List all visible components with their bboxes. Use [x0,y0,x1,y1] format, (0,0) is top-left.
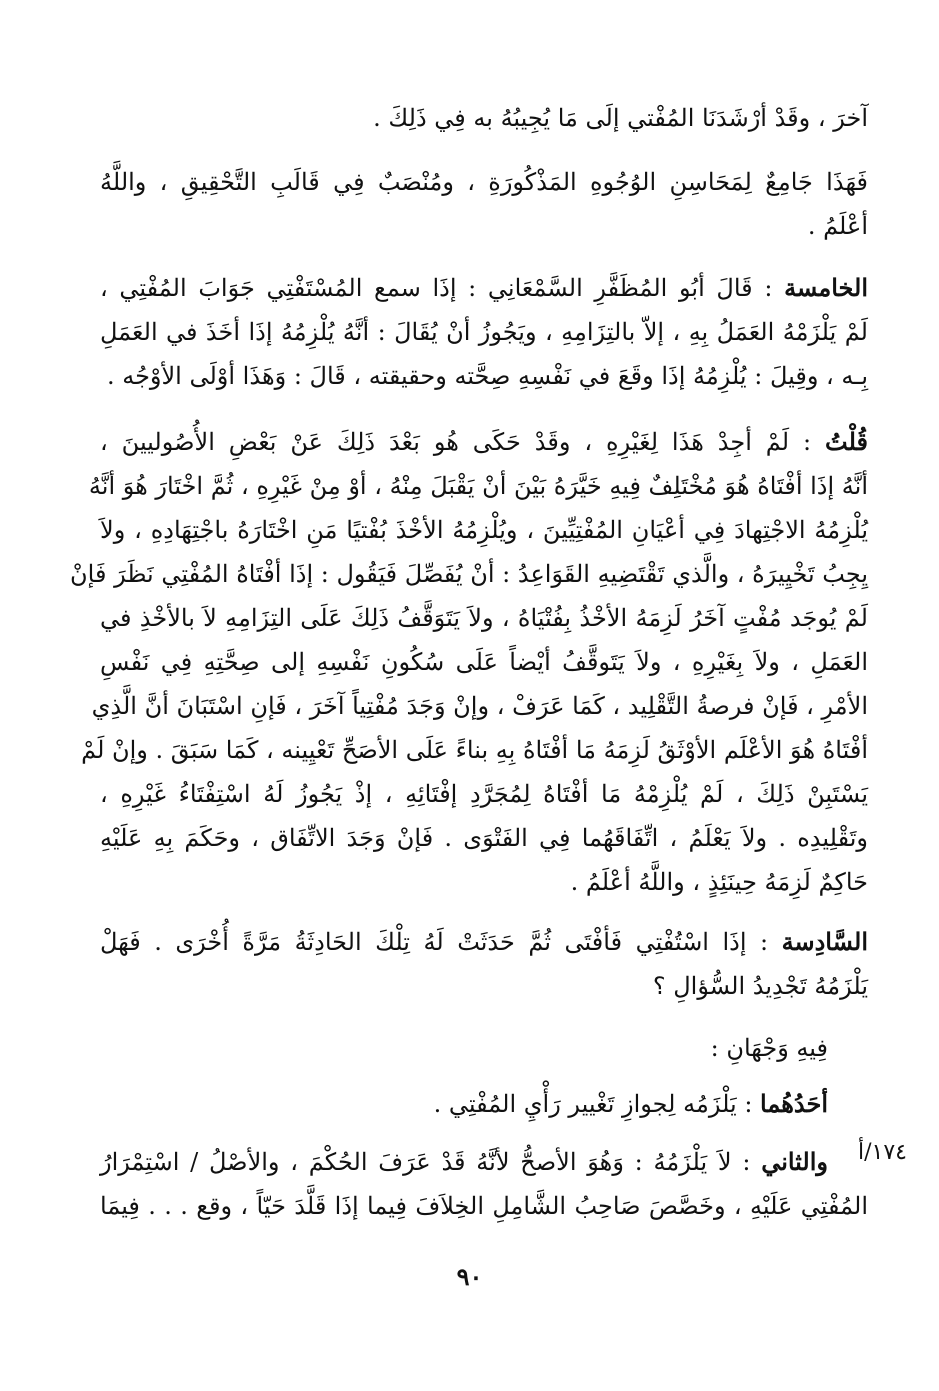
paragraph-sixth [100,920,868,1008]
text-line [100,920,868,964]
text-run: : إذَا اسْتُفْتِي فَأفْتَى ثُمَّ حَدَثَتْ لَهُ تِلْكَ الحَادِثَةُ مَرَّةً أُخْرَى . فَهَلْ [100,928,782,956]
section-keyword: السَّادِسة [781,927,868,956]
paragraph-fifth [100,266,868,398]
manuscript-folio-note: ١٧٤/أ [858,1140,907,1165]
text-run: : لاَ يَلْزَمُهُ : وَهُوَ الأصحُّ لأنَّهُ قَدْ عَرَفَ الحُكْمَ ، والأصْلُ / اسْتِمْرَارُ [100,1148,762,1176]
text-line: حَاكِمٌ لَزِمَهُ حِينَئِذٍ ، واللَّهُ أعْلَمُ . [570,868,868,896]
text-line: يَسْتَبِنْ ذَلِكَ ، لَمْ يُلْزِمْهُ مَا أفْتَاهُ لِمُجَرَّدِ إفْتَائِهِ ، إذْ يَجُوزُ لَهُ اسْتِفْتَاءُ غَيْرِهِ ، [100,780,868,808]
text-block-5 [100,920,868,1008]
text-line: وتَقْلِيدِه . ولاَ يَعْلَمُ ، اتِّفَاقَهُما فِي الفَتْوَى . فَإنْ وَجَدَ الاتِّفَاق ، وحَكَمَ بِهِ عَلَيْهِ [100,824,868,852]
text-line [100,1082,828,1126]
paragraph-second-view [100,1140,868,1228]
text-line: العَمَلِ ، ولاَ بِغَيْرِهِ ، ولاَ يَتَوقَّفُ أيْضاً عَلَى سُكُونِ نَفْسِهِ إلى صِحَّتِهِ فِي نَفْسِ [100,648,868,676]
text-block-6 [100,1026,868,1070]
paragraph-2 [100,160,868,248]
text-block-3 [100,266,868,398]
text-line [100,266,868,310]
page-number: ٩٠ [456,1262,483,1291]
text-block-7 [100,1082,868,1126]
text-line: أنَّهُ إذَا أفْتَاهُ هُوَ مُخْتَلِفٌ فِيهِ خَيَّرَهُ بَيْنَ أنْ يَقْبَلَ مِنْهُ ، أوْ مِنْ غَيْرِهِ ، ثُمَّ اخْتَارَ هُوَ أنَّهُ [88,472,868,500]
text-line [100,1140,868,1184]
text-line: أفْتَاهُ هُوَ الأعْلَم الأوْثَقُ لَزِمَهُ مَا أفْتَاهُ بِهِ بناءً عَلَى الأصَحِّ تَعْيِينه ، كَمَا سَبَقَ . وإنْ لَمْ [81,736,868,764]
section-keyword: قُلْتُ [825,427,869,456]
text-run: : يَلْزَمُه لِجوازِ تَغْيير رَأْيِ المُفْتِي . [433,1090,761,1118]
paragraph-two-views [100,1026,868,1070]
text-line: يُلْزِمُهُ الاجْتِهادَ فِي أعْيَانِ المُفْتِيِّينَ ، ويُلْزِمُهُ الأخْذَ بُفْتيًا مَنِ اخْتَارَهُ باجْتِهَادِهِ ، ولاَ [100,516,868,544]
text-run: : لَمْ أجِدْ هَذَا لِغَيْرِهِ ، وقَدْ حَكَى هُو بَعْدَ ذَلِكَ عَنْ بَعْضِ الأُصُوليينَ ، [100,428,826,456]
text-run: : قَالَ أبُو المُظَفَّرِ السَّمْعَانِي : إذَا سمع المُسْتَفْتِي جَوَابَ المُفْتِي ، [100,274,785,302]
paragraph-1 [100,96,868,140]
text-line: لَمْ يُوجَد مُفْتٍ آخَرُ لَزِمَهُ الأخْذُ بِفُتْيَاهُ ، ولاَ يَتَوَقَّفُ ذَلِكَ عَلَى التِزَامِهِ لاَ بالأخْذِ في [100,604,868,632]
text-line: آخرَ ، وقَدْ أرْشَدَنَا المُفْتي إلَى مَا يُجِيبُهُ به فِي ذَلِكَ . [373,104,868,132]
text-block-4 [70,420,869,904]
text-line: أعْلَمُ . [807,212,868,240]
text-line [100,420,868,464]
section-keyword: والثاني [761,1147,828,1176]
text-block-1 [100,96,868,140]
text-line: لَمْ يَلْزَمْهُ العَمَلُ بِهِ ، إلاّ بالتِزَامِهِ ، ويَجُوزُ أنْ يُقَالَ : أنَّهُ يُلْزِمُهُ إذَا أخَذَ في العَمَلِ [100,318,868,346]
text-line: فَهَذَا جَامِعٌ لِمَحَاسِنِ الوُجُوهِ المَذْكُورَةِ ، ومُنْصَبٌ فِي قَالَبِ التَّحْقِيقِ ، واللَّهُ [100,168,868,196]
section-keyword: أحَدُهُما [760,1089,828,1118]
text-line: فِيهِ وَجْهَانِ : [710,1034,828,1062]
paragraph-qultu [70,420,869,904]
text-line: يِجِبُ تَخْيِيرَهُ ، والَّذي تَقْتَضِيهِ القَوَاعِدُ : أنْ يُفَصِّلَ فَيَقُول : إذَا أفْتَاهُ المُفْتِي نَظَرَ فَإنْ [70,560,868,588]
text-line: يَلْزَمُهُ تَجْدِيدُ السُّؤالِ ؟ [652,972,868,1000]
section-keyword: الخامسة [784,273,868,302]
text-line: الأمْرِ ، فَإنْ فرصةُ التَّقْلِيد ، كَمَا عَرَفْ ، وإنْ وَجَدَ مُفْتِياً آخَرَ ، فَإنِ اسْتَبَانَ أنَّ الَّذِي [91,692,868,720]
text-line: المُفْتِي عَلَيْهِ ، وخَصَّصَ صَاحِبُ الشَّامِلِ الخِلاَفَ فِيما إذَا قَلَّدَ حَيّاً ، وقع . . . فِيمَا [100,1192,868,1220]
paragraph-first-view [100,1082,868,1126]
text-block-2 [100,160,868,248]
text-block-8 [100,1140,868,1228]
text-line: بِـه ، وقِيلَ : يُلْزِمُهُ إذَا وقَعَ في نَفْسِهِ صِحَّته وحقيقته ، قَالَ : وَهَذَا أوْلَى الأوْجُه . [106,362,868,390]
